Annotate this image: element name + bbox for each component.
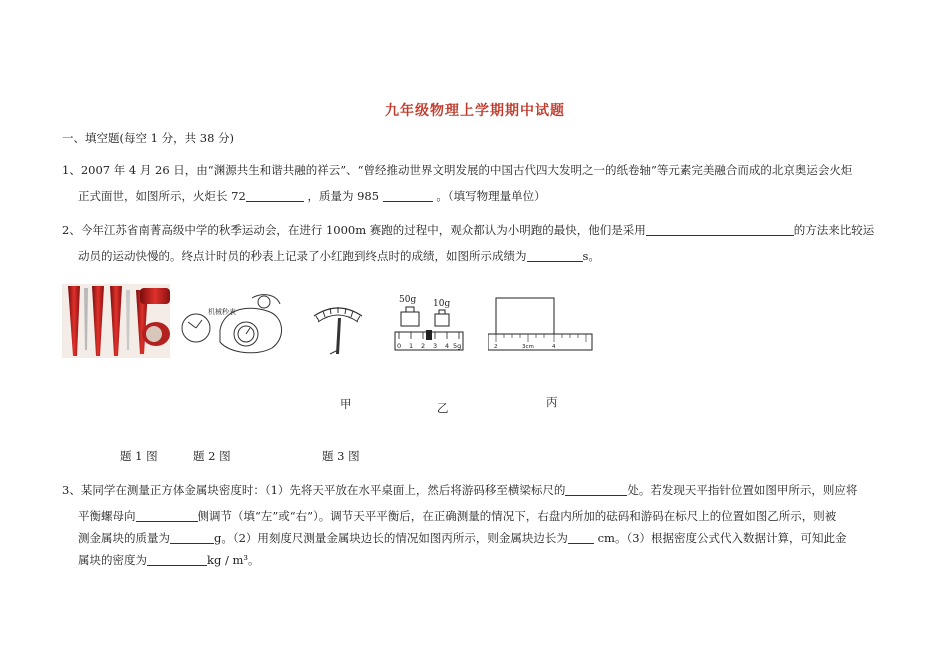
question-2-line-2 xyxy=(78,242,600,270)
torch-figure xyxy=(62,284,170,358)
question-1-line-1: 1、2007 年 4 月 26 日，由“渊源共生和谐共融的祥云”、“曾经推动世界文明发展的中国古代四大发明之一的纸卷轴”等元素完美融合而成的北京奥运会火炬 xyxy=(62,163,853,177)
q3-text-i: kg / m³。 xyxy=(207,553,260,567)
question-1-line-2 xyxy=(78,182,546,210)
answer-blank-zero-mark[interactable] xyxy=(565,481,627,496)
stopwatch-figure xyxy=(180,290,290,356)
scale-tick-2: 2 xyxy=(421,342,426,350)
ruler-tick-2: 2 xyxy=(494,344,498,350)
q3-text-c: 平衡螺母向 xyxy=(78,509,136,523)
question-3-line-1 xyxy=(62,476,857,504)
answer-blank-side-length[interactable] xyxy=(568,529,594,544)
q3-text-d: 侧调节（填“左”或“右”）。调节天平平衡后，在正确测量的情况下，右盘内所加的砝码和游码在标尺上的位置如图乙所示，则被 xyxy=(197,509,837,523)
answer-blank-direction[interactable] xyxy=(136,507,198,522)
weight-10g-label: 10g xyxy=(433,299,451,309)
answer-blank-mass-unit[interactable] xyxy=(383,187,433,202)
q2-text-d: s。 xyxy=(582,249,600,263)
caption-figure-2: 题 2 图 xyxy=(193,449,231,463)
q1-text-b: ，质量为 985 xyxy=(307,189,380,203)
weight-50g-label: 50g xyxy=(399,295,417,305)
answer-blank-length-unit[interactable] xyxy=(246,187,304,202)
question-2-line-1 xyxy=(62,216,874,244)
answer-blank-mass[interactable] xyxy=(170,529,214,544)
scale-tick-3: 3 xyxy=(433,342,438,350)
scale-tick-1: 1 xyxy=(409,342,414,350)
q3-text-e: 测金属块的质量为 xyxy=(78,531,170,545)
ruler-tick-4: 4 xyxy=(552,344,556,350)
q2-text-c: 动员的运动快慢的。终点计时员的秒表上记录了小红跑到终点时的成绩，如图所示成绩为 xyxy=(78,249,527,263)
balance-pointer-figure xyxy=(308,298,368,356)
q1-text-c: 。（填写物理量单位） xyxy=(436,189,546,203)
stopwatch-label: 机械秒表 xyxy=(208,308,236,316)
weights-scale-figure xyxy=(393,292,465,356)
q3-text-b: 处。若发现天平指针位置如图甲所示，则应将 xyxy=(627,483,858,497)
scale-tick-5g: 5g xyxy=(453,342,462,350)
figure-label-bing: 丙 xyxy=(546,395,558,409)
figure-label-jia: 甲 xyxy=(340,397,352,411)
answer-blank-time[interactable] xyxy=(527,247,583,262)
answer-blank-method[interactable] xyxy=(646,221,794,236)
scale-tick-4: 4 xyxy=(445,342,450,350)
question-3-line-4 xyxy=(78,546,260,574)
scale-tick-0: 0 xyxy=(397,342,402,350)
q2-text-a: 2、今年江苏省南菁高级中学的秋季运动会，在进行 1000m 赛跑的过程中，观众都认为小明跑的最快，他们是采用 xyxy=(62,223,646,237)
section-heading: 一、填空题(每空 1 分，共 38 分) xyxy=(62,131,235,145)
q2-text-b: 的方法来比较运 xyxy=(793,223,875,237)
q1-text-a: 正式面世，如图所示，火炬长 72 xyxy=(78,189,246,203)
ruler-tick-3cm: 3cm xyxy=(522,344,534,350)
q3-text-f: g。（2）用刻度尺测量金属块边长的情况如图丙所示，则金属块边长为 xyxy=(214,531,568,545)
figure-label-yi: 乙 xyxy=(437,401,449,415)
ruler-figure xyxy=(488,296,594,356)
page-title: 九年级物理上学期期中试题 xyxy=(385,103,565,119)
q3-text-g: cm。（3）根据密度公式代入数据计算，可知此金 xyxy=(597,531,847,545)
caption-figure-3: 题 3 图 xyxy=(322,449,360,463)
q3-text-a: 3、某同学在测量正方体金属块密度时：（1）先将天平放在水平桌面上，然后将游码移至横梁标尺的 xyxy=(62,483,566,497)
caption-figure-1: 题 1 图 xyxy=(120,449,158,463)
q3-text-h: 属块的密度为 xyxy=(78,553,147,567)
answer-blank-density[interactable] xyxy=(147,551,207,566)
